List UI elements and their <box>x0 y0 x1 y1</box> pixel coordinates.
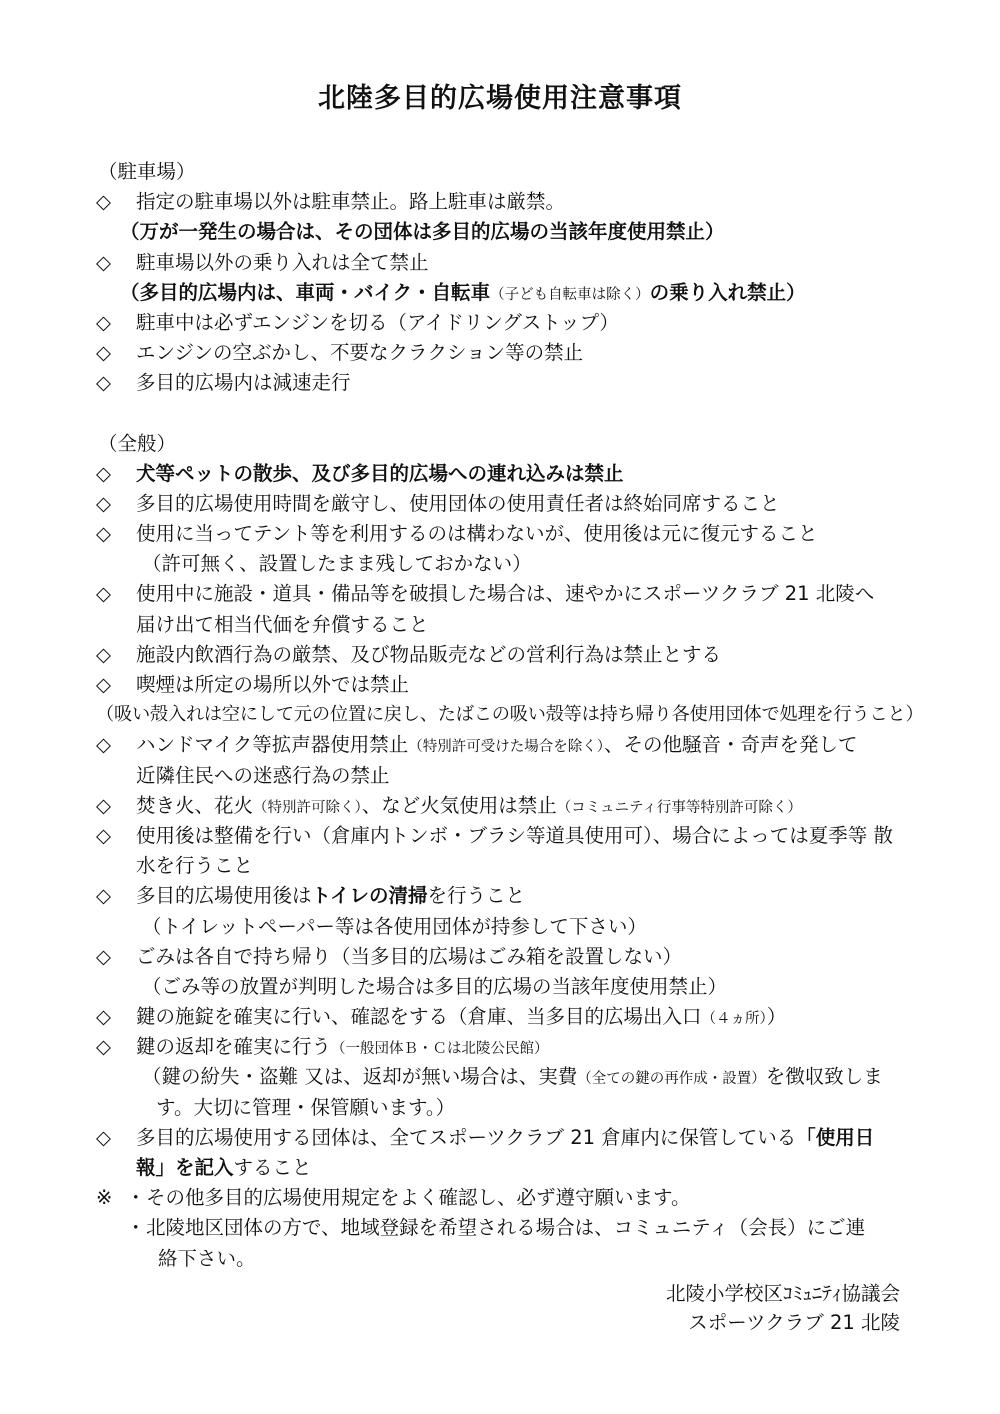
note-text: その他多目的広場使用規定をよく確認し、必ず遵守願います。 <box>146 1186 691 1210</box>
parking-heading: （駐車場） <box>98 160 196 183</box>
rule-note <box>96 912 908 942</box>
rule-note-text: （多目的広場内は、車両・バイク・自転車 <box>120 280 491 304</box>
rule-note-text: の乗り入れ禁止） <box>649 280 806 304</box>
diamond-icon: ◇ <box>96 582 111 606</box>
diamond-icon: ◇ <box>96 310 111 334</box>
rule-note-text: （許可無く、設置したまま残しておかない） <box>142 552 532 576</box>
rule-text-bold: 「使用日 <box>796 1125 875 1149</box>
signature-org-council: 北陵小学校区ｺﾐｭﾆﾃｨ協議会 <box>665 1282 900 1305</box>
rule-note-text: （鍵の紛失・盗難 又は、返却が無い場合は、実費 <box>142 1065 578 1089</box>
diamond-icon: ◇ <box>96 461 111 485</box>
rule-item <box>96 1032 908 1062</box>
rule-note-small: （子ども自転車は除く） <box>490 286 650 303</box>
rule-text: 指定の駐車場以外は駐車禁止。路上駐車は厳禁。 <box>136 190 566 214</box>
note-text: 絡下さい。 <box>158 1246 256 1270</box>
rule-note-text: （ごみ等の放置が判明した場合は多目的広場の当該年度使用禁止） <box>142 974 728 998</box>
rule-note-small: （一般団体Ｂ・Ｃは北陵公民館） <box>331 1041 549 1058</box>
rule-item <box>96 881 908 911</box>
diamond-icon: ◇ <box>96 944 111 968</box>
rule-note-small: （コミュニティ行事等特別許可除く） <box>556 799 802 816</box>
rule-continuation <box>96 761 908 791</box>
rule-note-small: （全ての鍵の再作成・設置） <box>577 1071 766 1088</box>
rule-text: 近隣住民への迷惑行為の禁止 <box>136 763 390 787</box>
rule-item <box>96 519 908 549</box>
rule-text: 犬等ペットの散歩、及び多目的広場への連れ込みは禁止 <box>136 461 624 485</box>
rule-note <box>96 549 908 579</box>
diamond-icon: ◇ <box>96 1125 111 1149</box>
rule-text: 使用後は整備を行い（倉庫内トンボ・ブラシ等道具使用可）、場合によっては夏季等 散 <box>136 823 893 847</box>
rule-text: 駐車場以外の乗り入れは全て禁止 <box>136 250 429 274</box>
rule-text: 届け出て相当代価を弁償すること <box>136 612 429 636</box>
rule-continuation <box>96 1153 908 1183</box>
rule-text: ハンドマイク等拡声器使用禁止 <box>136 733 409 757</box>
rule-note-small: （特別許可受けた場合を除く） <box>408 739 604 756</box>
rule-note <box>96 1062 908 1092</box>
rule-continuation <box>96 851 908 881</box>
diamond-icon: ◇ <box>96 733 111 757</box>
rule-note <box>96 972 908 1002</box>
note-text: 北陵地区団体の方で、地域登録を希望される場合は、コミュニティ（会長）にご連 <box>146 1216 866 1240</box>
general-heading: （全般） <box>98 431 177 455</box>
rule-item <box>96 640 908 670</box>
reference-mark-icon: ※ <box>96 1186 113 1210</box>
rule-item <box>96 791 908 821</box>
rule-text: 施設内飲酒行為の厳禁、及び物品販売などの営利行為は禁止とする <box>136 642 722 666</box>
rule-item <box>96 308 908 338</box>
rule-note <box>96 700 924 730</box>
diamond-icon: ◇ <box>96 371 111 395</box>
rule-continuation <box>96 610 908 640</box>
rule-item <box>96 459 908 489</box>
rule-text: 焚き火、花火 <box>136 793 254 817</box>
rule-text: 鍵の施錠を確実に行い、確認をする（倉庫、当多目的広場出入口 <box>136 1005 702 1029</box>
rule-note-text: す。大切に管理・保管願います。） <box>156 1095 456 1119</box>
rule-item <box>96 187 908 217</box>
rule-text: 使用に当ってテント等を利用するのは構わないが、使用後は元に復元すること <box>136 522 818 546</box>
diamond-icon: ◇ <box>96 673 111 696</box>
bullet-icon: ・ <box>126 1186 146 1210</box>
rule-item <box>96 821 908 851</box>
rule-note-text: を徴収致しま <box>765 1065 883 1089</box>
signature-org-sportsclub: スポーツクラブ 21 北陵 <box>688 1311 900 1334</box>
bullet-icon: ・ <box>126 1216 146 1240</box>
rule-item <box>96 368 908 398</box>
rule-text: 駐車中は必ずエンジンを切る（アイドリングストップ） <box>136 310 619 334</box>
rule-text-bold: トイレの清掃 <box>311 884 428 908</box>
diamond-icon: ◇ <box>96 190 111 214</box>
rule-item <box>96 670 908 700</box>
rule-item <box>96 730 908 760</box>
diamond-icon: ◇ <box>96 522 111 546</box>
diamond-icon: ◇ <box>96 884 111 908</box>
note-item <box>96 1183 908 1213</box>
rule-item <box>96 942 908 972</box>
note-continuation <box>96 1244 908 1274</box>
rule-text: 使用中に施設・道具・備品等を破損した場合は、速やかにスポーツクラブ 21 北陵へ <box>136 582 875 606</box>
diamond-icon: ◇ <box>96 793 111 817</box>
rule-text: 多目的広場使用後は <box>136 884 312 908</box>
rule-item <box>96 338 908 368</box>
rule-note <box>96 278 908 308</box>
diamond-icon: ◇ <box>96 341 111 365</box>
rule-item <box>96 489 908 519</box>
diamond-icon: ◇ <box>96 250 111 274</box>
rule-text: 喫煙は所定の場所以外では禁止 <box>136 673 410 696</box>
rule-item <box>96 579 908 609</box>
rule-item <box>96 1123 908 1153</box>
rule-note-small: （４ヵ所） <box>701 1011 767 1028</box>
note-item <box>96 1213 908 1243</box>
page-title: 北陸多目的広場使用注意事項 <box>318 83 682 114</box>
rules-body <box>96 157 924 1274</box>
rule-text: 水を行うこと <box>136 854 254 878</box>
diamond-icon: ◇ <box>96 491 111 515</box>
rule-item <box>96 248 908 278</box>
rule-text: 、など火気使用は禁止 <box>361 793 557 817</box>
diamond-icon: ◇ <box>96 1035 111 1059</box>
rule-text: 多目的広場内は減速走行 <box>136 371 351 395</box>
diamond-icon: ◇ <box>96 823 111 847</box>
rule-text-bold: 報」を記入 <box>136 1156 234 1179</box>
rule-text: ） <box>766 1005 787 1029</box>
rule-text: ごみは各自で持ち帰り（当多目的広場はごみ箱を設置しない） <box>136 944 683 968</box>
rule-item <box>96 1002 908 1032</box>
rule-continuation <box>96 1093 908 1123</box>
rule-text: 多目的広場使用時間を厳守し、使用団体の使用責任者は終始同席すること <box>136 491 780 515</box>
diamond-icon: ◇ <box>96 1005 111 1029</box>
rule-note-text: （トイレットペーパー等は各使用団体が持参して下さい） <box>142 914 647 938</box>
rule-text: 、その他騒音・奇声を発して <box>603 733 858 757</box>
rule-text: 鍵の返却を確実に行う <box>136 1035 332 1059</box>
rule-text: 多目的広場使用する団体は、全てスポーツクラブ 21 倉庫内に保管している <box>136 1125 797 1149</box>
rule-text: すること <box>233 1156 312 1179</box>
rule-text: エンジンの空ぶかし、不要なクラクション等の禁止 <box>136 341 584 365</box>
rule-note-text: （吸い殻入れは空にして元の位置に戻し、たばこの吸い殻等は持ち帰り各使用団体で処理を行うこと） <box>96 704 924 726</box>
diamond-icon: ◇ <box>96 642 111 666</box>
rule-note-small: （特別許可除く） <box>253 799 362 816</box>
rule-note <box>96 217 908 247</box>
rule-text: を行うこと <box>427 884 526 908</box>
rule-note-text: （万が一発生の場合は、その団体は多目的広場の当該年度使用禁止） <box>120 220 725 244</box>
